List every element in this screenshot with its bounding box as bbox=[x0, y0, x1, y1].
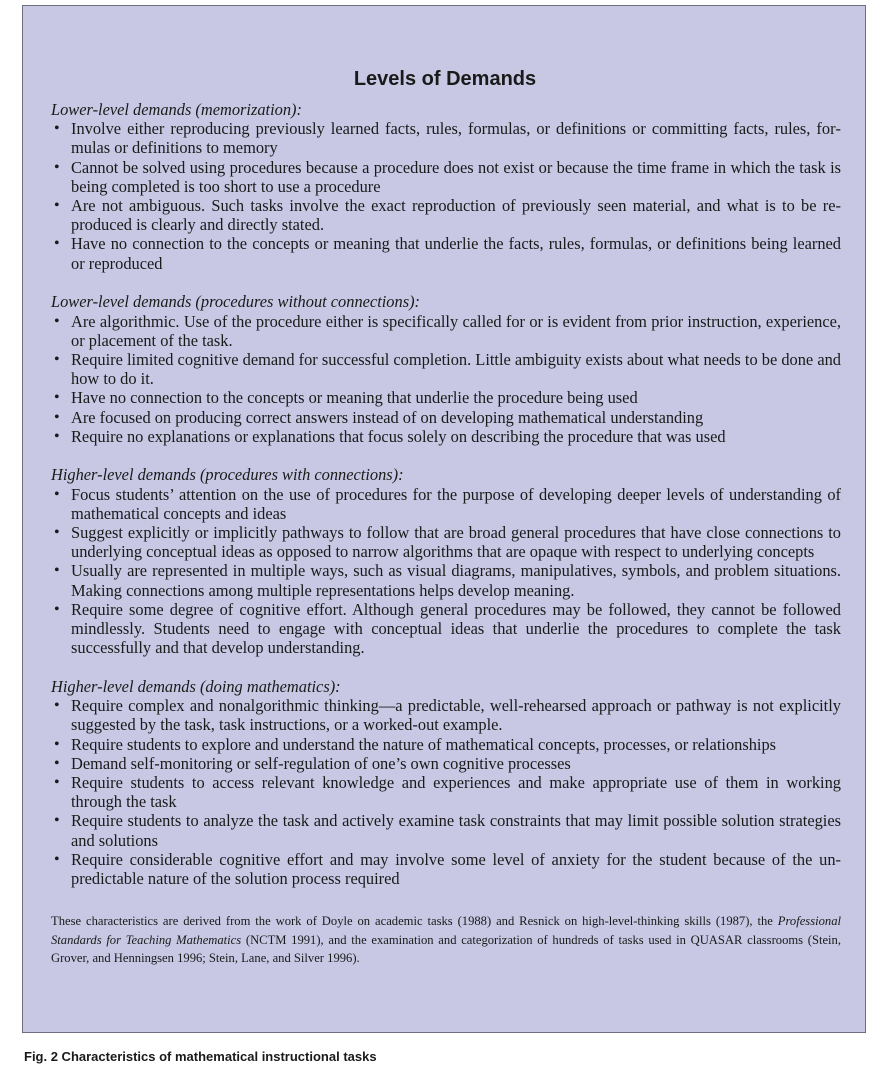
list-item: • Require students to analyze the task and actively examine task constraints that may limit possible solution strategies and solutions bbox=[51, 811, 841, 849]
list-item: • Require limited cognitive demand for successful completion. Little ambiguity exists about what needs to be done and how to do it. bbox=[51, 350, 841, 388]
section-heading: Lower-level demands (procedures without connections): bbox=[51, 292, 420, 312]
list-item: • Cannot be solved using procedures because a procedure does not exist or because the time frame in which the task is being completed is too short to use a procedure bbox=[51, 158, 841, 196]
list-item: • Require students to access relevant knowledge and experiences and make appropriate use of them in working through the task bbox=[51, 773, 841, 811]
section-procedures-with-connections bbox=[51, 465, 841, 657]
section-memorization bbox=[51, 100, 841, 273]
bullet-list bbox=[51, 312, 841, 446]
section-heading: Lower-level demands (memorization): bbox=[51, 100, 302, 119]
list-item: • Usually are represented in multiple ways, such as visual diagrams, manipulatives, symbols, and problem situations. Making connections among multiple representations helps develop meaning. bbox=[51, 561, 841, 599]
bullet-list bbox=[51, 485, 841, 658]
section-procedures-without-connections bbox=[51, 292, 841, 446]
footnote-text: (NCTM 1991), and the examination and categorization of hundreds of tasks used in QUASAR classrooms (Stein, Grover, and Henningsen 1996; Stein, Lane, and Silver 1996). bbox=[51, 932, 841, 966]
list-item: • Are algorithmic. Use of the procedure either is specifically called for or is evident from prior instruction, experience, or placement of the task. bbox=[51, 312, 841, 350]
footnote-italic-title: Professional Standards for Teaching Mathematics bbox=[51, 914, 841, 947]
list-item: • Are focused on producing correct answers instead of on developing mathematical understanding bbox=[51, 408, 841, 427]
list-item: • Involve either reproducing previously learned facts, rules, formulas, or definitions or committing facts, rules, formulas or definitions to memory bbox=[51, 119, 841, 157]
list-item: • Require no explanations or explanations that focus solely on describing the procedure that was used bbox=[51, 427, 841, 446]
section-heading: Higher-level demands (doing mathematics): bbox=[51, 676, 341, 696]
footnote-text: These characteristics are derived from the work of Doyle on academic tasks (1988) and Resnick on high-level-thinking skills (1987), the bbox=[51, 914, 778, 928]
list-item: • Have no connection to the concepts or meaning that underlie the facts, rules, formulas, or definitions being learned or reproduced bbox=[51, 234, 841, 272]
list-item: • Require considerable cognitive effort and may involve some level of anxiety for the student because of the unpredictable nature of the solution process required bbox=[51, 850, 841, 888]
list-item: • Require complex and nonalgorithmic thinking—a predictable, well-rehearsed approach or pathway is not explicitly suggested by the task, task instructions, or a worked-out example. bbox=[51, 696, 841, 734]
sections-container bbox=[51, 100, 841, 908]
source-footnote bbox=[51, 912, 841, 968]
list-item: • Focus students’ attention on the use of procedures for the purpose of developing deeper levels of understanding of mathematical concepts and ideas bbox=[51, 485, 841, 523]
list-item: • Require some degree of cognitive effort. Although general procedures may be followed, they cannot be followed mindlessly. Students need to engage with conceptual ideas that underlie the procedures to complete the task successfully and that develop understanding. bbox=[51, 600, 841, 658]
section-heading: Higher-level demands (procedures with connections): bbox=[51, 465, 404, 485]
figure-caption: Fig. 2 Characteristics of mathematical instructional tasks bbox=[24, 1049, 377, 1064]
list-item: • Require students to explore and understand the nature of mathematical concepts, processes, or relationships bbox=[51, 735, 841, 754]
list-item: • Have no connection to the concepts or meaning that underlie the procedure being used bbox=[51, 388, 841, 407]
section-doing-mathematics bbox=[51, 677, 841, 888]
box-title: Levels of Demands bbox=[353, 68, 537, 90]
bullet-list bbox=[51, 696, 841, 888]
bullet-list bbox=[51, 119, 841, 273]
list-item: • Suggest explicitly or implicitly pathways to follow that are broad general procedures that have close connections to underlying conceptual ideas as opposed to narrow algorithms that are opaque with respect to underlying concepts bbox=[51, 523, 841, 561]
list-item: • Are not ambiguous. Such tasks involve the exact reproduction of previously seen material, and what is to be reproduced is clearly and directly stated. bbox=[51, 196, 841, 234]
list-item: • Demand self-monitoring or self-regulation of one’s own cognitive processes bbox=[51, 754, 841, 773]
demands-box bbox=[22, 5, 866, 1033]
